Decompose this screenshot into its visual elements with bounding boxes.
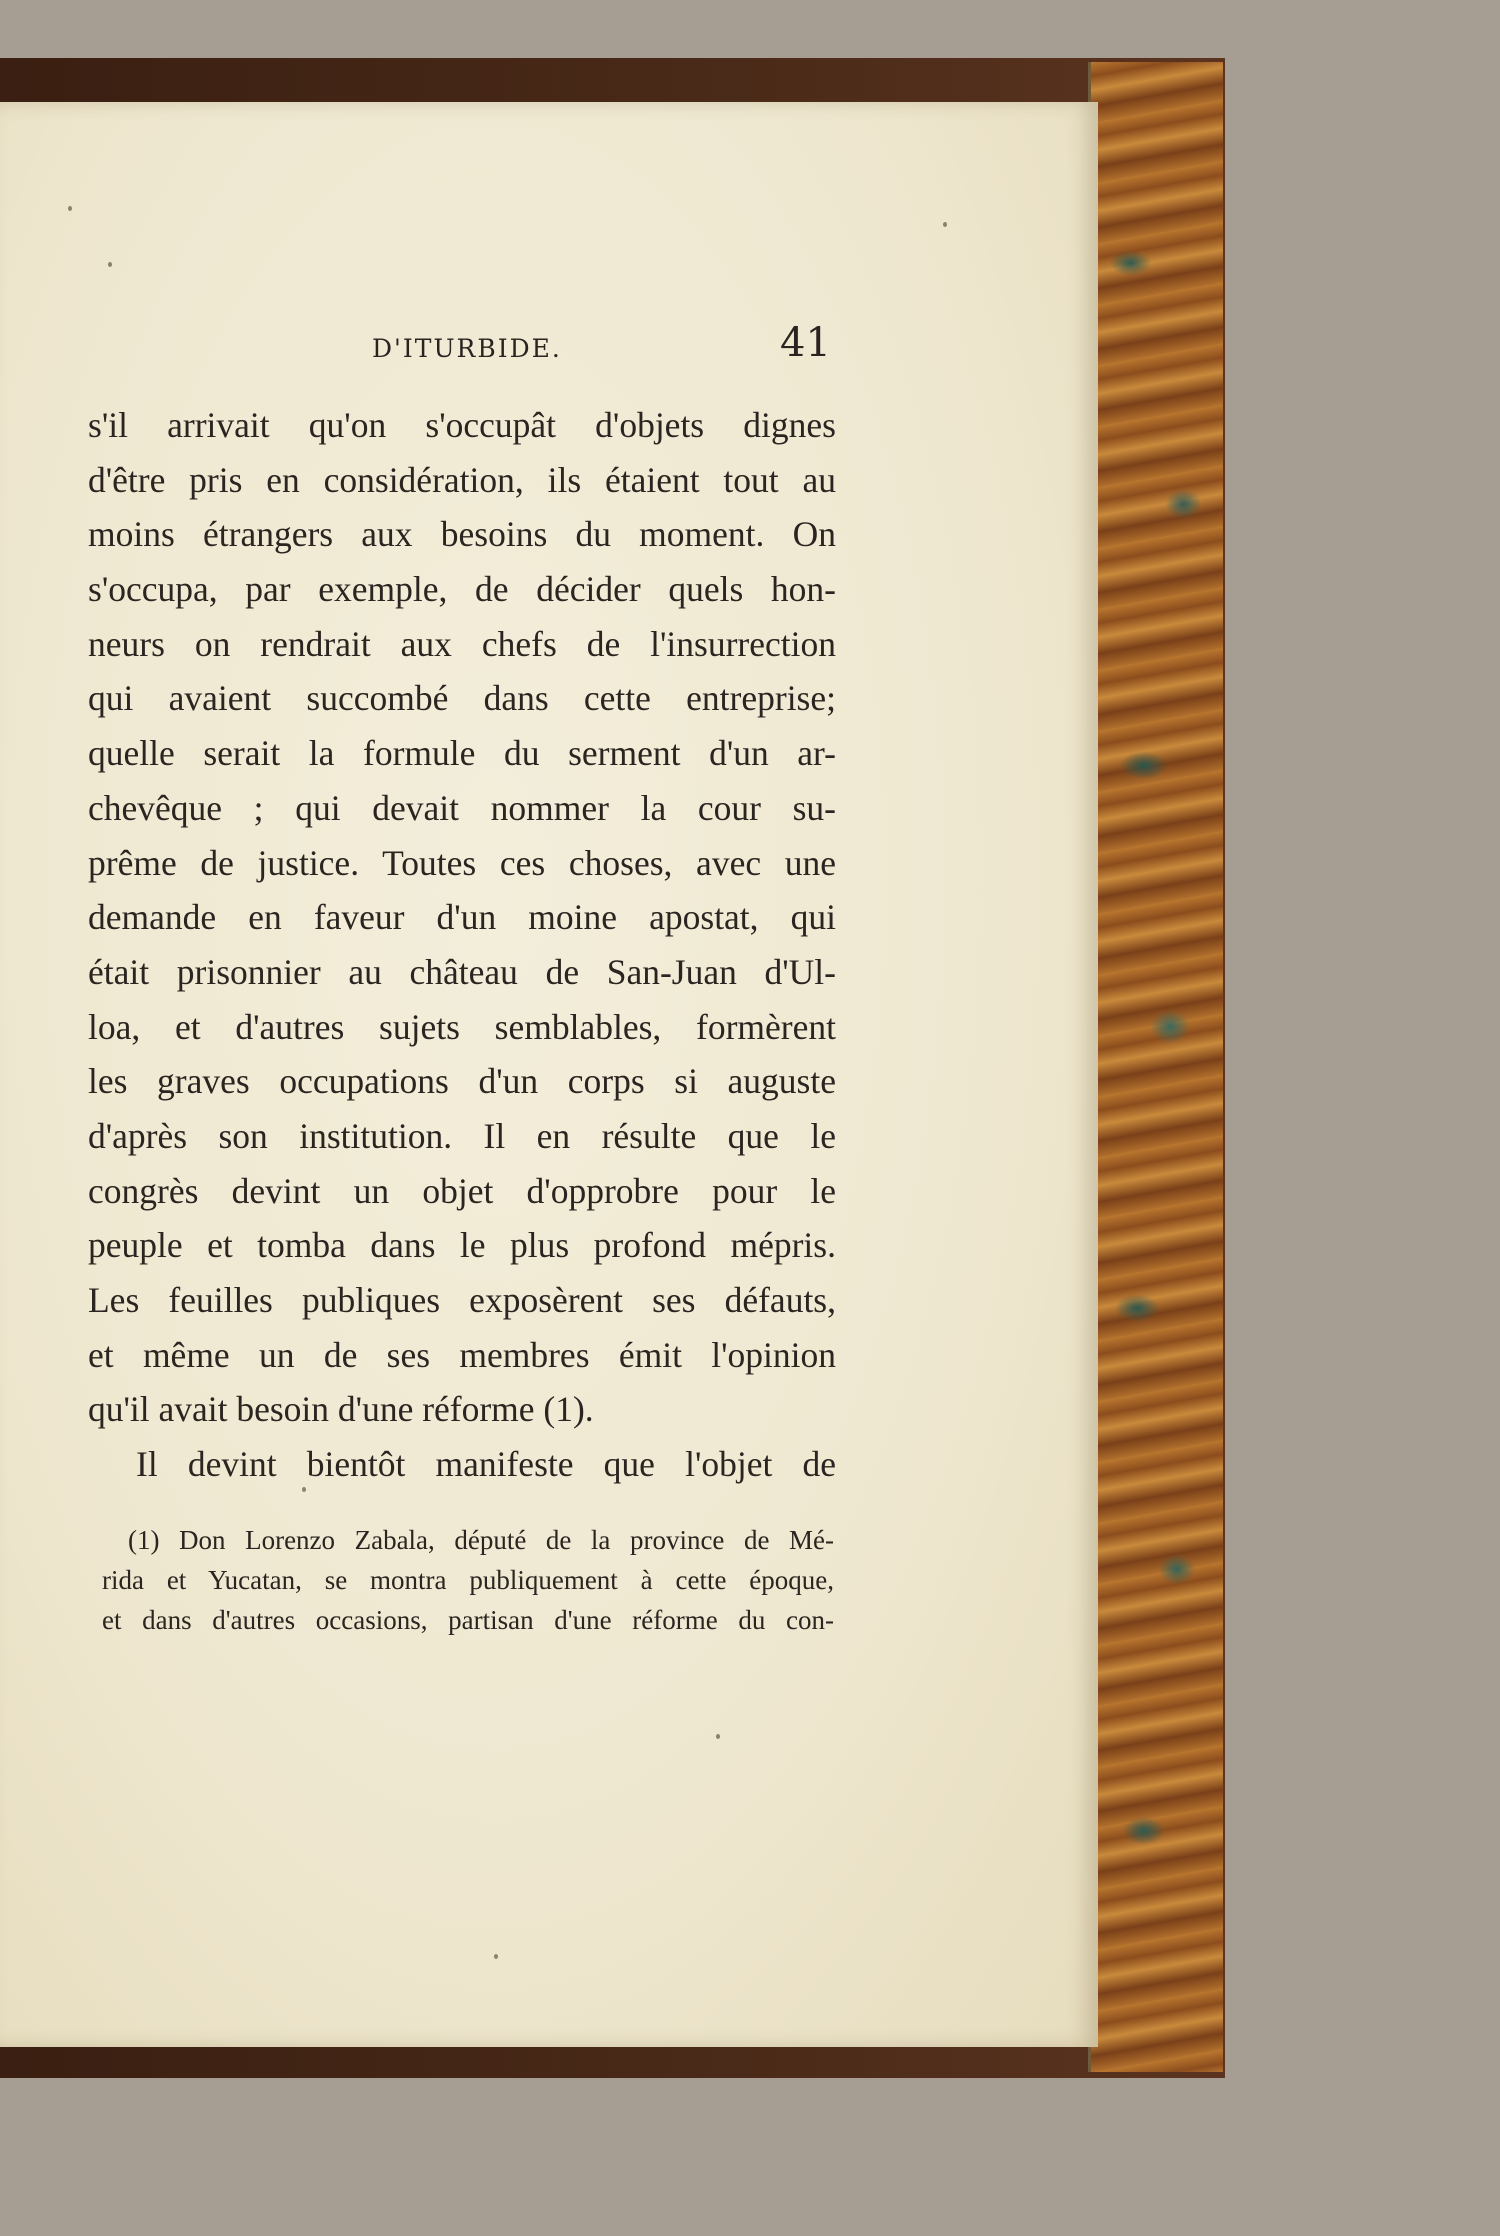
text-line: s'il arrivait qu'on s'occupât d'objets dignes bbox=[88, 405, 836, 445]
text-line: Il devint bientôt manifeste que l'objet de bbox=[136, 1444, 836, 1485]
text-line: quelle serait la formule du serment d'un ar- bbox=[88, 733, 836, 774]
body-text bbox=[88, 398, 836, 1492]
text-line: neurs on rendrait aux chefs de l'insurrection bbox=[88, 623, 836, 664]
text-line: loa, et d'autres sujets semblables, formèrent bbox=[88, 1006, 836, 1047]
paper-speck bbox=[716, 1734, 720, 1739]
footnote-line: et dans d'autres occasions, partisan d'une réforme du con- bbox=[102, 1605, 834, 1635]
text-line: était prisonnier au château de San-Juan d'Ul- bbox=[88, 951, 836, 992]
text-line: qui avaient succombé dans cette entreprise; bbox=[88, 678, 836, 719]
text-line: d'être pris en considération, ils étaient tout au bbox=[88, 459, 836, 500]
text-line: chevêque ; qui devait nommer la cour su- bbox=[88, 787, 836, 828]
text-line: les graves occupations d'un corps si auguste bbox=[88, 1061, 836, 1102]
text-line: demande en faveur d'un moine apostat, qui bbox=[88, 897, 836, 938]
text-line: congrès devint un objet d'opprobre pour le bbox=[88, 1170, 836, 1211]
text-line: s'occupa, par exemple, de décider quels hon- bbox=[88, 569, 836, 610]
running-head-title: D'ITURBIDE. bbox=[372, 334, 562, 363]
text-line: qu'il avait besoin d'une réforme (1). bbox=[88, 1389, 594, 1430]
marbled-page-edge bbox=[1088, 62, 1223, 2072]
paper-speck bbox=[68, 206, 72, 211]
footnote bbox=[104, 1520, 834, 1640]
paper-speck bbox=[494, 1954, 498, 1959]
text-line: d'après son institution. Il en résulte que le bbox=[88, 1115, 836, 1156]
running-head bbox=[0, 320, 1098, 380]
text-line: moins étrangers aux besoins du moment. On bbox=[88, 514, 836, 555]
footnote-line: (1) Don Lorenzo Zabala, député de la province de Mé- bbox=[128, 1525, 834, 1555]
footnote-line: rida et Yucatan, se montra publiquement à cette époque, bbox=[102, 1565, 834, 1595]
text-line: et même un de ses membres émit l'opinion bbox=[88, 1334, 836, 1375]
text-line: prême de justice. Toutes ces choses, avec une bbox=[88, 842, 836, 883]
paper-speck bbox=[108, 262, 112, 267]
paper-speck bbox=[943, 222, 947, 227]
text-line: peuple et tomba dans le plus profond mépris. bbox=[88, 1225, 836, 1266]
page-number: 41 bbox=[780, 320, 831, 366]
text-line: Les feuilles publiques exposèrent ses défauts, bbox=[88, 1280, 836, 1320]
